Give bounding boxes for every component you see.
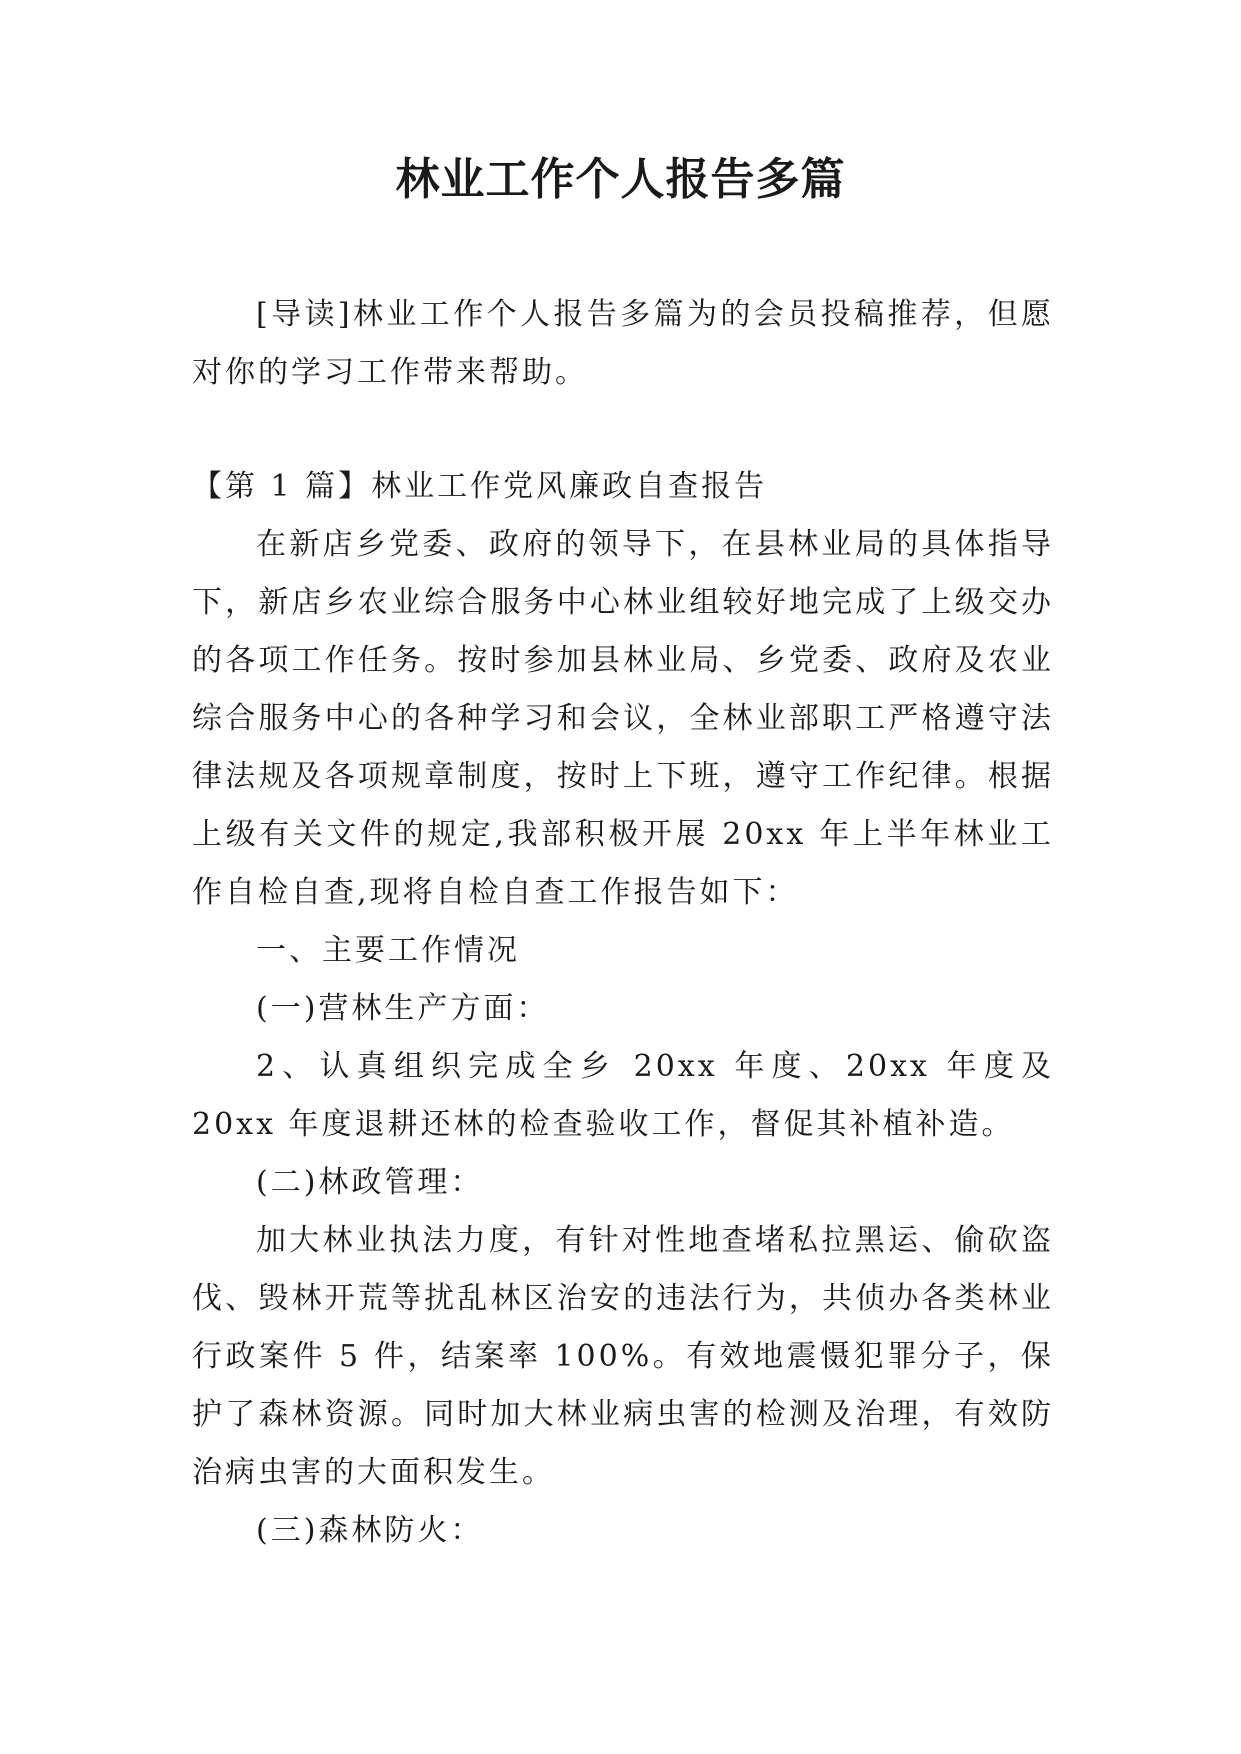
body-paragraph: 加大林业执法力度，有针对性地查堵私拉黑运、偷砍盗伐、毁林开荒等扰乱林区治安的违法行为，共侦办各类林业行政案件 5 件，结案率 100%。有效地震慑犯罪分子，保护了森林资源。同时加大林业病虫害的检测及治理，有效防治病虫害的大面积发生。 — [192, 1223, 1054, 1490]
body-paragraph: 2、认真组织完成全乡 20xx 年度、20xx 年度及 20xx 年度退耕还林的检查验收工作，督促其补植补造。 — [192, 1049, 1054, 1142]
subheading-fire-prevention: (三)森林防火： — [256, 1513, 484, 1548]
subheading-main-work: 一、主要工作情况 — [256, 933, 520, 968]
body-paragraph: 在新店乡党委、政府的领导下，在县林业局的具体指导下，新店乡农业综合服务中心林业组较好地完成了上级交办的各项工作任务。按时参加县林业局、乡党委、政府及农业综合服务中心的各种学习和会议，全林业部职工严格遵守法律法规及各项规章制度，按时上下班，遵守工作纪律。根据上级有关文件的规定,我部积极开展 20xx 年上半年林业工作自检自查,现将自检自查工作报告如下： — [192, 527, 1054, 910]
intro-paragraph: [导读]林业工作个人报告多篇为的会员投稿推荐，但愿对你的学习工作带来帮助。 — [192, 297, 1054, 390]
subheading-forest-production: (一)营林生产方面： — [256, 991, 550, 1026]
document-title: 林业工作个人报告多篇 — [395, 154, 846, 205]
section-heading: 【第 1 篇】林业工作党风廉政自查报告 — [192, 469, 768, 504]
subheading-forest-administration: (二)林政管理： — [256, 1165, 484, 1200]
document-body — [192, 286, 1054, 1560]
